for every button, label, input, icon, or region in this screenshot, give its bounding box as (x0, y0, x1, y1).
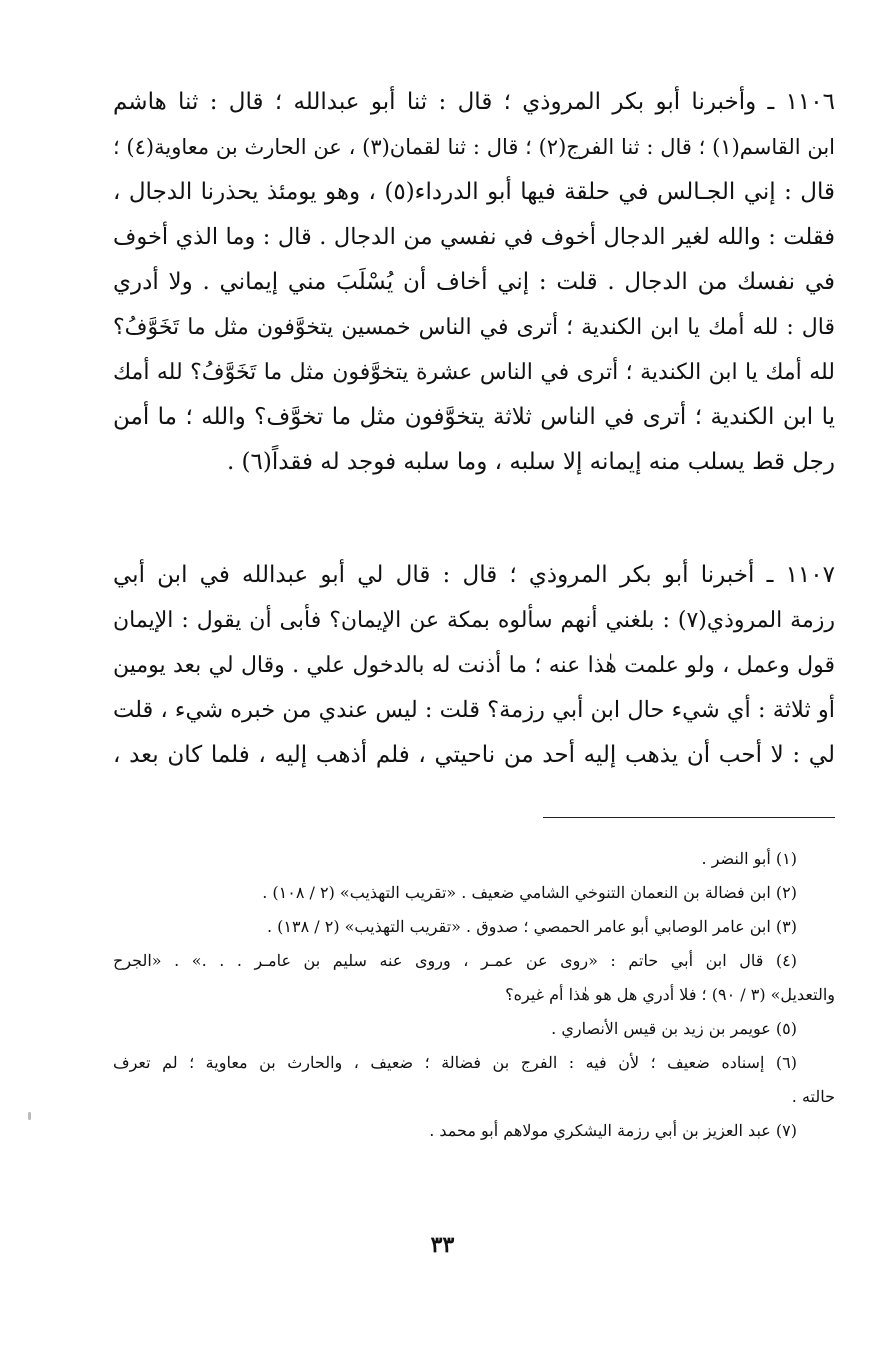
text-line: قول وعمل ، ولو علمت هٰذا عنه ؛ ما أذنت له بالدخول علي . وقال لي بعد يومين (113, 653, 835, 678)
footnote-6-continued: حالته . (791, 1087, 835, 1106)
text-line: قال : إني الجـالس في حلقة فيها أبو الدرداء(٥) ، وهو يومئذ يحذرنا الدجال ، (113, 179, 835, 205)
text-line: ١١٠٦ ـ وأخبرنا أبو بكر المروذي ؛ قال : ثنا أبو عبدالله ؛ قال : ثنا هاشم (113, 89, 835, 115)
text-line: رجل قط يسلب منه إيمانه إلا سلبه ، وما سلبه فوجد له فقداً(٦) . (226, 449, 835, 475)
text-line: ١١٠٧ ـ أخبرنا أبو بكر المروذي ؛ قال : قال لي أبو عبدالله في ابن أبي (113, 562, 835, 588)
text-line: فقلت : والله لغير الدجال أخوف في نفسي من الدجال . قال : وما الذي أخوف (113, 224, 835, 250)
footnote-4: (٤) قال ابن أبي حاتم : «روى عن عمـر ، وروى عنه سليم بن عامـر . . .» . «الجرح (113, 951, 797, 970)
footnote-1: (١) أبو النضر . (701, 849, 797, 868)
footnote-2: (٢) ابن فضالة بن النعمان التنوخي الشامي ضعيف . «تقريب التهذيب» (٢ / ١٠٨) . (262, 883, 797, 902)
footnote-4-continued: والتعديل» (٣ / ٩٠) ؛ فلا أدري هل هو هٰذا أم غيره؟ (505, 985, 835, 1004)
footnotes (113, 842, 835, 1148)
text-line: لله أمك يا ابن الكندية ؛ أترى في الناس عشرة يتخوَّفون مثل ما تَخَوَّفُ؟ لله أمك (113, 360, 835, 385)
entry-1106 (113, 80, 835, 485)
entry-1107 (113, 553, 835, 778)
text-line: ابن القاسم(١) ؛ قال : ثنا الفرج(٢) ؛ قال : ثنا لقمان(٣) ، عن الحارث بن معاوية(٤) ؛ (113, 135, 836, 159)
footnote-separator (543, 817, 835, 818)
page-number: ٣٣ (430, 1232, 455, 1258)
text-line: أو ثلاثة : أي شيء حال ابن أبي رزمة؟ قلت : ليس عندي من خبره شيء ، قلت (113, 697, 835, 723)
footnote-6: (٦) إسناده ضعيف ؛ لأن فيه : الفرج بن فضالة ؛ ضعيف ، والحارث بن معاوية ؛ لم تعرف (113, 1053, 797, 1072)
scan-speck (28, 1112, 31, 1120)
text-line: يا ابن الكندية ؛ أترى في الناس ثلاثة يتخوَّفون مثل ما تخوَّف؟ والله ؛ ما أمن (113, 404, 835, 430)
footnote-3: (٣) ابن عامر الوصابي أبو عامر الحمصي ؛ صدوق . «تقريب التهذيب» (٢ / ١٣٨) . (266, 917, 797, 936)
text-line: قال : لله أمك يا ابن الكندية ؛ أترى في الناس خمسين يتخوَّفون مثل ما تَخَوَّفُ؟ (113, 315, 835, 340)
text-line: في نفسك من الدجال . قلت : إني أخاف أن يُسْلَبَ مني إيماني . ولا أدري (113, 269, 835, 295)
text-line: لي : لا أحب أن يذهب إليه أحد من ناحيتي ، فلم أذهب إليه ، فلما كان بعد ، (113, 742, 835, 768)
footnote-5: (٥) عويمر بن زيد بن قيس الأنصاري . (551, 1019, 797, 1038)
text-line: رزمة المروذي(٧) : بلغني أنهم سألوه بمكة عن الإيمان؟ فأبى أن يقول : الإيمان (113, 608, 835, 633)
footnote-7: (٧) عبد العزيز بن أبي رزمة اليشكري مولاهم أبو محمد . (429, 1121, 797, 1140)
